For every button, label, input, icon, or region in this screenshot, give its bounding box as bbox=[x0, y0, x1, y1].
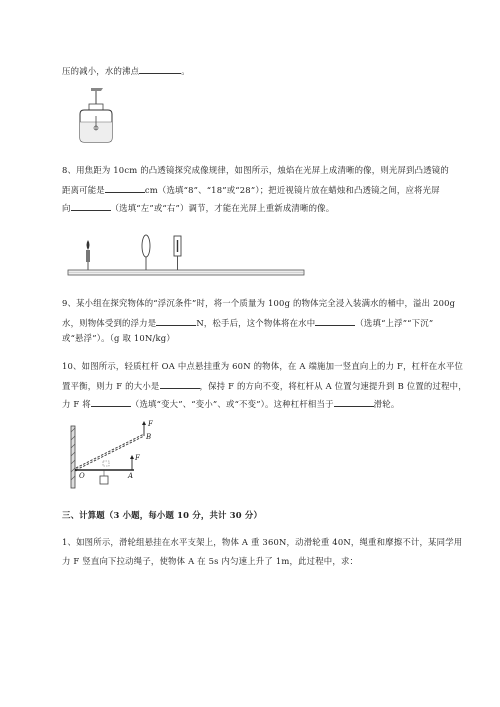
q8-line-1 bbox=[62, 164, 449, 176]
calc1-text-1: 1、如图所示，滑轮组悬挂在水平支架上，物体 A 重 360N，动滑轮重 40N，绳重和摩擦不计，某同学用 bbox=[62, 537, 463, 547]
q8-text-2a: 距离可能是 bbox=[62, 185, 105, 195]
lever-label-b: B bbox=[146, 433, 152, 441]
lever-figure bbox=[68, 420, 168, 492]
optical-bench-figure bbox=[66, 228, 306, 284]
lever-label-a: A bbox=[128, 472, 134, 480]
q9-line-2 bbox=[62, 316, 433, 329]
q10-text-1: 10、如图所示，轻质杠杆 OA 中点悬挂重为 60N 的物体，在 A 端施加一竖直向上的力 F，杠杆在水平位 bbox=[62, 361, 464, 371]
q10-line-3 bbox=[62, 397, 399, 410]
q8-line-2 bbox=[62, 183, 440, 196]
q8-distance-blank[interactable] bbox=[105, 183, 145, 193]
q10-pulley-blank[interactable] bbox=[334, 397, 374, 407]
q7-tail-text: 压的减小，水的沸点 bbox=[62, 66, 140, 76]
section3-heading bbox=[62, 509, 262, 521]
q10-text-2a: 置平衡，则力 F 的大小是 bbox=[62, 381, 160, 391]
q9-state-blank[interactable] bbox=[315, 316, 355, 326]
q8-text-3b: （选填“左”或“右”）调节，才能在光屏上重新成清晰的像。 bbox=[110, 203, 335, 213]
q10-force-blank[interactable] bbox=[160, 379, 200, 389]
beaker-thermometer-figure bbox=[76, 86, 116, 144]
calc1-line-1 bbox=[62, 536, 462, 548]
q8-text-3a: 向 bbox=[62, 203, 71, 213]
lever-label-f-top: F bbox=[148, 420, 153, 428]
calc1-text-2: 力 F 竖直向下拉动绳子，使物体 A 在 5s 内匀速上升了 1m，此过程中，求： bbox=[62, 556, 359, 566]
q8-text-2b: cm（选填“8”、“18”或“28”）；把近视镜片放在蜡烛和凸透镜之间，应将光屏 bbox=[144, 185, 440, 195]
lever-label-o: O bbox=[79, 472, 85, 480]
q7-tail-line bbox=[62, 64, 190, 77]
q10-text-2b: ，保持 F 的方向不变，将杠杆从 A 位置匀速提升到 B 位置的过程中， bbox=[199, 381, 467, 391]
lever-label-f-right: F bbox=[135, 454, 140, 462]
section3-heading-text: 三、计算题（3 小题，每小题 10 分，共计 30 分） bbox=[62, 510, 263, 520]
q9-line-1 bbox=[62, 297, 455, 309]
q8-direction-blank[interactable] bbox=[71, 201, 111, 211]
q9-buoyancy-blank[interactable] bbox=[156, 316, 196, 326]
calc1-line-2 bbox=[62, 555, 358, 567]
q9-line-3 bbox=[62, 332, 175, 344]
q9-text-2a: 水，则物体受到的浮力是 bbox=[62, 318, 157, 328]
q9-text-3: 或“悬浮”）。（g 取 10N/kg） bbox=[62, 333, 175, 343]
q10-line-1 bbox=[62, 360, 463, 372]
q9-text-2b: N，松手后，这个物体将在水中 bbox=[196, 318, 316, 328]
q8-text-1: 8、用焦距为 10cm 的凸透镜探究成像规律，如图所示，烛焰在光屏上成清晰的像，则光屏到凸透镜的 bbox=[62, 165, 449, 175]
q10-change-blank[interactable] bbox=[91, 397, 131, 407]
q10-text-3c: 滑轮。 bbox=[373, 399, 400, 409]
q8-line-3 bbox=[62, 201, 334, 214]
q10-line-2 bbox=[62, 379, 467, 392]
q10-text-3a: 力 F 将 bbox=[62, 399, 91, 409]
q7-answer-blank[interactable] bbox=[139, 64, 181, 74]
q9-text-1: 9、某小组在探究物体的“浮沉条件”时，将一个质量为 100g 的物体完全浸入装满水的桶中，溢出 200g bbox=[62, 298, 456, 308]
q7-end: 。 bbox=[181, 66, 190, 76]
q9-text-2c: （选填“上浮”“下沉” bbox=[355, 318, 434, 328]
q10-text-3b: （选填“变大”、“变小”、或“不变”）。这种杠杆相当于 bbox=[130, 399, 334, 409]
